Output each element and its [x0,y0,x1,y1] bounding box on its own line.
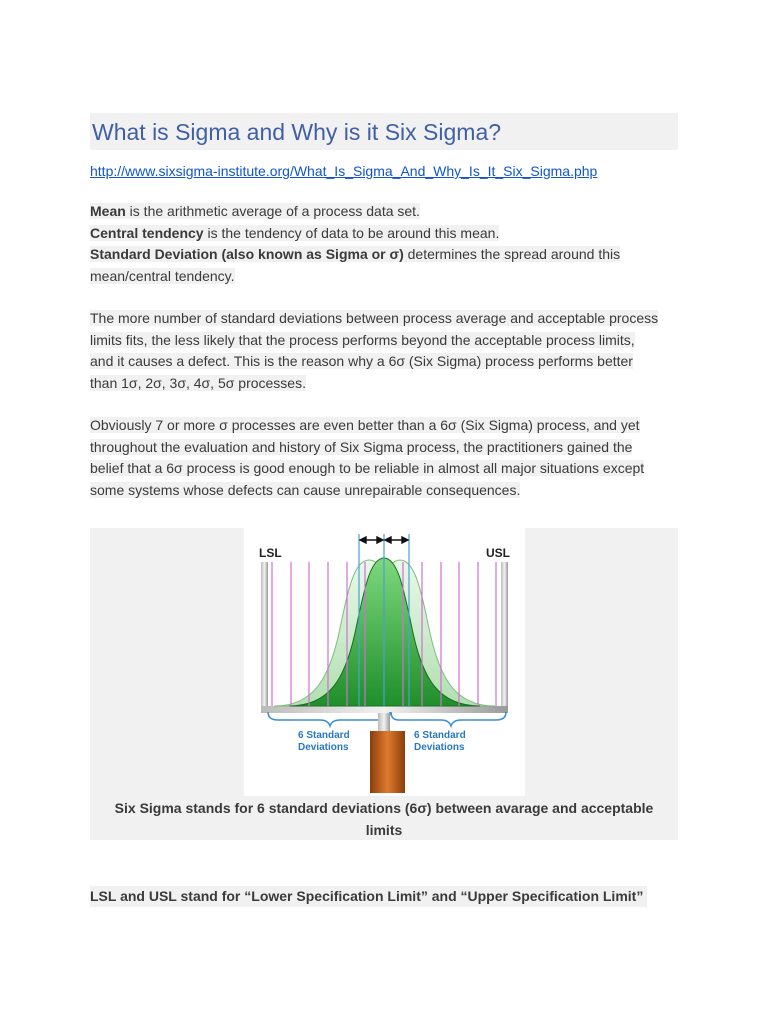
source-link[interactable]: http://www.sixsigma-institute.org/What_Is_Sigma_And_Why_Is_It_Six_Sigma.php [90,163,598,179]
p3-line: throughout the evaluation and history of Six Sigma process, the practitioners gained the [90,438,633,455]
title-box [90,113,678,150]
lsl-label: LSL [259,546,282,560]
sd-text: determines the spread around this [403,246,621,262]
six-sigma-diagram [244,528,525,796]
right-brace [391,712,506,726]
left-wall [261,562,268,712]
central-text: is the tendency of data to be around this mean. [203,224,500,241]
paragraph-3 [90,415,678,501]
p3-line: belief that a 6σ process is good enough to be reliable in almost all major situations except [90,460,645,476]
central-line [90,225,499,241]
mean-term: Mean [90,203,126,219]
definitions-block [90,201,678,287]
sd-line [90,246,620,262]
support-post [370,731,405,793]
left-deviation-label: 6 Standard [298,730,350,741]
right-wall [501,562,508,712]
right-deviation-label: 6 Standard [414,730,466,741]
left-deviation-label-2: Deviations [298,742,349,753]
mean-line [90,203,420,219]
paragraph-2 [90,308,678,394]
mean-text: is the arithmetic average of a process data set. [125,203,420,219]
p2-line: than 1σ, 2σ, 3σ, 4σ, 5σ processes. [90,374,306,391]
figure-caption [90,798,678,841]
cup-base [261,706,508,713]
figure-box [90,528,678,840]
p3-line: some systems whose defects can cause unrepairable consequences. [90,481,521,498]
central-term: Central tendency [90,224,204,241]
p3-line: Obviously 7 or more σ processes are even better than a 6σ (Six Sigma) process, and yet [90,417,640,433]
sd-line-2: mean/central tendency. [90,267,235,284]
document-page [90,113,678,907]
right-deviation-label-2: Deviations [414,742,465,753]
p2-line: The more number of standard deviations between process average and acceptable process [90,310,659,326]
page-title: What is Sigma and Why is it Six Sigma? [92,119,502,145]
caption-line-2: limits [365,821,403,838]
footer-note: LSL and USL stand for “Lower Specification Limit” and “Upper Specification Limit” [90,886,647,907]
support-neck [378,713,390,731]
sd-term: Standard Deviation (also known as Sigma or σ) [90,246,404,262]
p2-line: and it causes a defect. This is the reason why a 6σ (Six Sigma) process performs better [90,353,633,369]
p2-line: limits fits, the less likely that the process performs beyond the acceptable process limits, [90,331,635,348]
usl-label: USL [486,546,510,560]
caption-line-1: Six Sigma stands for 6 standard deviations (6σ) between avarage and acceptable [114,800,654,816]
left-brace [268,712,390,726]
